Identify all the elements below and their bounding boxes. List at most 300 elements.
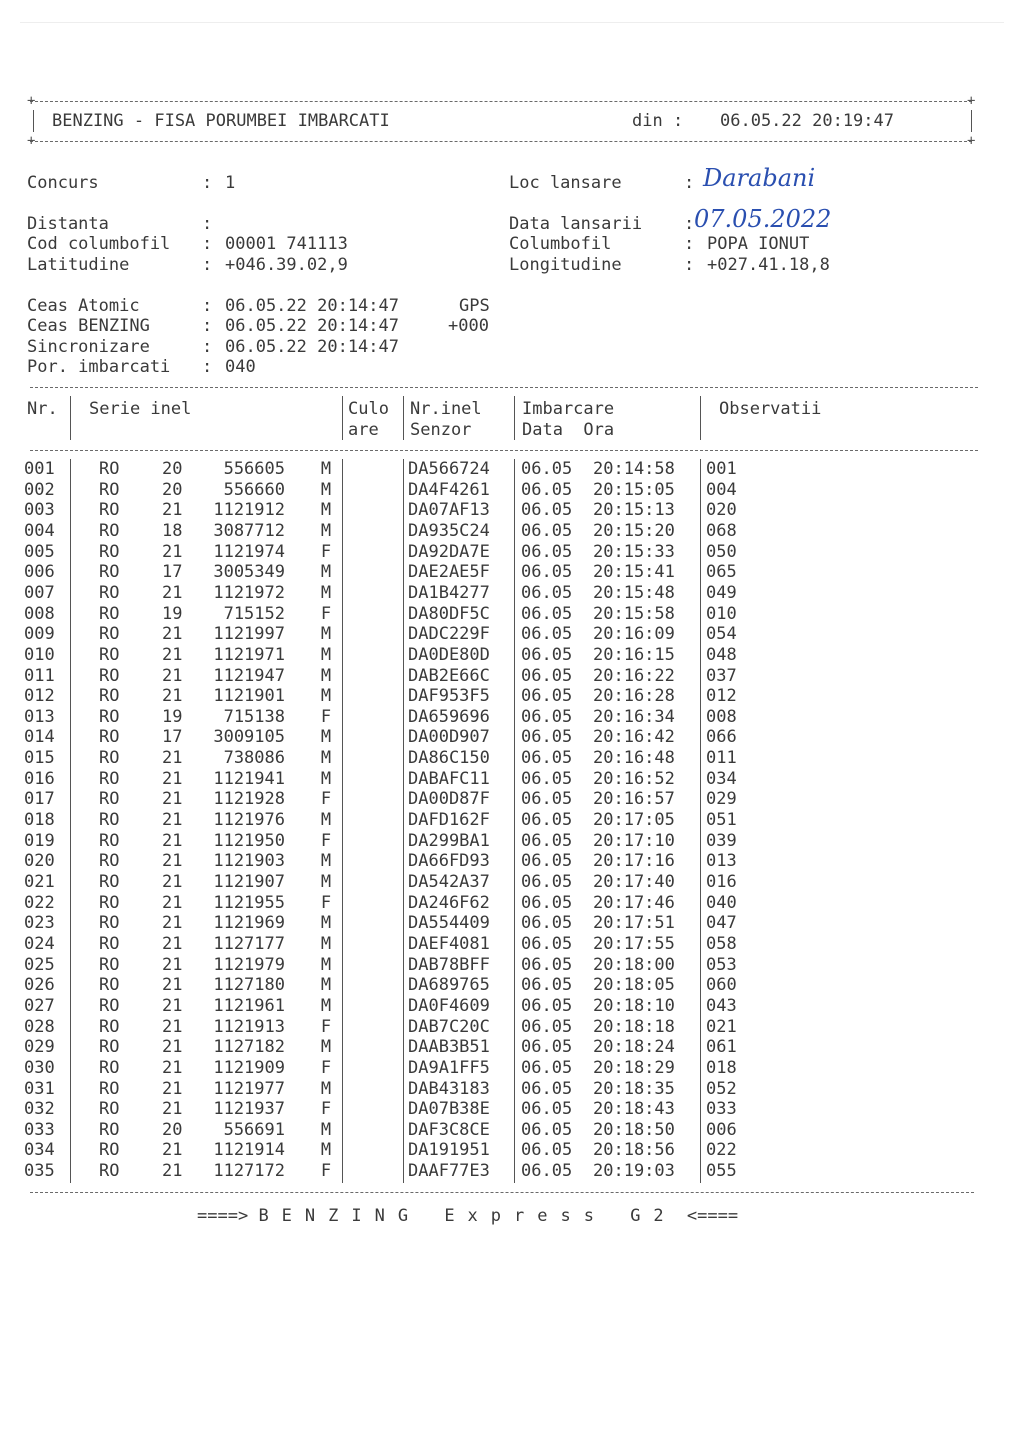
cell-sensor: DA86C150 <box>408 748 490 769</box>
cell-sex: F <box>320 1099 332 1120</box>
cod-columbofil-value: 00001 741113 <box>225 234 348 254</box>
cell-time: 20:16:28 <box>593 686 675 707</box>
table-row <box>0 893 1000 914</box>
col-sep <box>403 396 404 440</box>
cell-time: 20:15:58 <box>593 603 675 624</box>
distanta-label: Distanta <box>27 214 109 234</box>
table-row <box>0 480 1000 501</box>
cell-country: RO <box>99 1016 120 1037</box>
cell-time: 20:16:57 <box>593 789 675 810</box>
latitudine-label: Latitudine <box>27 255 130 275</box>
cell-sensor: DAF3C8CE <box>408 1119 490 1140</box>
cod-columbofil-label: Cod columbofil <box>27 234 171 254</box>
cell-year: 21 <box>162 624 183 645</box>
cell-country: RO <box>99 459 120 479</box>
cell-time: 20:15:33 <box>593 541 675 562</box>
table-row <box>0 666 1000 687</box>
cell-year: 18 <box>162 520 183 541</box>
cell-sex: M <box>320 975 332 996</box>
cell-year: 21 <box>162 975 183 996</box>
cell-sensor: DAB7C20C <box>408 1016 490 1037</box>
table-row <box>0 500 1000 521</box>
colon: : <box>684 214 695 234</box>
cell-time: 20:14:58 <box>593 459 675 479</box>
cell-country: RO <box>99 665 120 686</box>
cell-sensor: DA1B4277 <box>408 582 490 603</box>
col-sep <box>514 396 515 440</box>
cell-date: 06.05 <box>521 706 573 727</box>
cell-country: RO <box>99 892 120 913</box>
cell-country: RO <box>99 1140 120 1161</box>
table-row <box>0 624 1000 645</box>
cell-country: RO <box>99 995 120 1016</box>
cell-observatii: 054 <box>706 624 737 645</box>
table-top-rule <box>30 387 978 388</box>
cell-country: RO <box>99 1078 120 1099</box>
cell-date: 06.05 <box>521 810 573 831</box>
cell-ring: 1121950 <box>213 830 285 851</box>
cell-date: 06.05 <box>521 954 573 975</box>
cell-ring: 715152 <box>223 603 285 624</box>
cell-year: 21 <box>162 933 183 954</box>
colon: : <box>684 234 695 254</box>
cell-sensor: DA554409 <box>408 913 490 934</box>
cell-observatii: 021 <box>706 1016 737 1037</box>
cell-observatii: 065 <box>706 562 737 583</box>
corner-mark: + <box>27 133 36 149</box>
cell-nr: 017 <box>24 789 55 810</box>
cell-nr: 023 <box>24 913 55 934</box>
cell-sensor: DA80DF5C <box>408 603 490 624</box>
cell-country: RO <box>99 541 120 562</box>
cell-sex: F <box>320 706 332 727</box>
sincronizare-value: 06.05.22 20:14:47 <box>225 337 399 357</box>
cell-sensor: DA66FD93 <box>408 851 490 872</box>
table-row <box>0 645 1000 666</box>
table-row <box>0 604 1000 625</box>
colon: : <box>202 357 213 377</box>
cell-sex: M <box>320 520 332 541</box>
cell-ring: 3087712 <box>213 520 285 541</box>
por-imbarcati-value: 040 <box>225 357 256 377</box>
cell-year: 21 <box>162 851 183 872</box>
cell-sex: M <box>320 748 332 769</box>
cell-nr: 010 <box>24 644 55 665</box>
cell-country: RO <box>99 686 120 707</box>
cell-sex: F <box>320 1057 332 1078</box>
ceas-atomic-value: 06.05.22 20:14:47 <box>225 296 399 316</box>
cell-time: 20:18:10 <box>593 995 675 1016</box>
cell-sensor: DA566724 <box>408 459 490 479</box>
cell-sensor: DA935C24 <box>408 520 490 541</box>
table-row <box>0 872 1000 893</box>
cell-date: 06.05 <box>521 789 573 810</box>
table-row <box>0 707 1000 728</box>
cell-ring: 3005349 <box>213 562 285 583</box>
cell-country: RO <box>99 830 120 851</box>
por-imbarcati-label: Por. imbarcati <box>27 357 171 377</box>
cell-date: 06.05 <box>521 686 573 707</box>
cell-sex: M <box>320 810 332 831</box>
cell-sex: F <box>320 1161 332 1182</box>
cell-ring: 1127182 <box>213 1037 285 1058</box>
cell-nr: 011 <box>24 665 55 686</box>
cell-date: 06.05 <box>521 582 573 603</box>
header-imbarcare: Imbarcare <box>522 399 615 419</box>
colon: : <box>684 173 695 193</box>
din-label: din : <box>632 111 684 131</box>
cell-nr: 021 <box>24 872 55 892</box>
cell-country: RO <box>99 727 120 748</box>
cell-time: 20:18:29 <box>593 1057 675 1078</box>
cell-observatii: 058 <box>706 933 737 954</box>
cell-nr: 004 <box>24 520 55 541</box>
cell-nr: 032 <box>24 1099 55 1120</box>
cell-ring: 1121913 <box>213 1016 285 1037</box>
cell-nr: 008 <box>24 603 55 624</box>
cell-time: 20:18:24 <box>593 1037 675 1058</box>
cell-ring: 1127172 <box>213 1161 285 1182</box>
cell-ring: 1127180 <box>213 975 285 996</box>
cell-date: 06.05 <box>521 748 573 769</box>
cell-sensor: DAB43183 <box>408 1078 490 1099</box>
cell-time: 20:19:03 <box>593 1161 675 1182</box>
header-nr-inel: Nr.inel <box>410 399 482 419</box>
cell-year: 21 <box>162 1057 183 1078</box>
table-row <box>0 748 1000 769</box>
cell-ring: 1121976 <box>213 810 285 831</box>
cell-observatii: 020 <box>706 500 737 521</box>
cell-observatii: 006 <box>706 1119 737 1140</box>
table-row <box>0 459 1000 480</box>
cell-date: 06.05 <box>521 1016 573 1037</box>
concurs-value: 1 <box>225 173 236 193</box>
cell-sensor: DA0DE80D <box>408 644 490 665</box>
cell-observatii: 048 <box>706 644 737 665</box>
cell-observatii: 052 <box>706 1078 737 1099</box>
cell-time: 20:16:22 <box>593 665 675 686</box>
cell-nr: 006 <box>24 562 55 583</box>
cell-year: 17 <box>162 727 183 748</box>
cell-date: 06.05 <box>521 500 573 521</box>
columbofil-label: Columbofil <box>509 234 612 254</box>
cell-country: RO <box>99 644 120 665</box>
table-header-rule <box>30 450 978 451</box>
cell-country: RO <box>99 913 120 934</box>
cell-time: 20:16:34 <box>593 706 675 727</box>
colon: : <box>202 337 213 357</box>
cell-sensor: DA9A1FF5 <box>408 1057 490 1078</box>
cell-nr: 025 <box>24 954 55 975</box>
table-row <box>0 996 1000 1017</box>
cell-date: 06.05 <box>521 1057 573 1078</box>
cell-ring: 1121909 <box>213 1057 285 1078</box>
cell-ring: 556660 <box>223 479 285 500</box>
cell-date: 06.05 <box>521 1099 573 1120</box>
cell-observatii: 018 <box>706 1057 737 1078</box>
cell-nr: 009 <box>24 624 55 645</box>
cell-country: RO <box>99 975 120 996</box>
colon: : <box>202 234 213 254</box>
cell-ring: 1121907 <box>213 872 285 892</box>
cell-date: 06.05 <box>521 520 573 541</box>
cell-year: 21 <box>162 1078 183 1099</box>
cell-ring: 1121901 <box>213 686 285 707</box>
cell-date: 06.05 <box>521 603 573 624</box>
cell-sensor: DAB78BFF <box>408 954 490 975</box>
footer-left-arrow: ====> <box>197 1206 249 1226</box>
table-row <box>0 583 1000 604</box>
cell-nr: 027 <box>24 995 55 1016</box>
page-edge <box>20 22 1004 23</box>
header-data-ora: Data Ora <box>522 420 615 440</box>
cell-year: 21 <box>162 954 183 975</box>
cell-time: 20:18:35 <box>593 1078 675 1099</box>
cell-date: 06.05 <box>521 872 573 892</box>
cell-nr: 020 <box>24 851 55 872</box>
colon: : <box>202 255 213 275</box>
cell-time: 20:17:46 <box>593 892 675 913</box>
cell-sex: M <box>320 644 332 665</box>
col-sep <box>70 396 71 440</box>
table-row <box>0 975 1000 996</box>
cell-sensor: DA4F4261 <box>408 479 490 500</box>
cell-year: 21 <box>162 892 183 913</box>
header-timestamp: 06.05.22 20:19:47 <box>720 111 894 131</box>
cell-time: 20:18:18 <box>593 1016 675 1037</box>
cell-observatii: 034 <box>706 768 737 789</box>
cell-sex: M <box>320 1037 332 1058</box>
cell-country: RO <box>99 500 120 521</box>
cell-date: 06.05 <box>521 624 573 645</box>
header-culoare-2: are <box>348 420 379 440</box>
cell-nr: 033 <box>24 1119 55 1140</box>
cell-observatii: 033 <box>706 1099 737 1120</box>
table-row <box>0 1099 1000 1120</box>
cell-ring: 1121928 <box>213 789 285 810</box>
table-row <box>0 913 1000 934</box>
cell-date: 06.05 <box>521 562 573 583</box>
cell-year: 21 <box>162 500 183 521</box>
cell-time: 20:17:51 <box>593 913 675 934</box>
header-right-border <box>971 110 972 132</box>
cell-country: RO <box>99 603 120 624</box>
header-culoare-1: Culo <box>348 399 389 419</box>
cell-country: RO <box>99 479 120 500</box>
cell-time: 20:18:05 <box>593 975 675 996</box>
cell-ring: 1121903 <box>213 851 285 872</box>
cell-sensor: DABAFC11 <box>408 768 490 789</box>
table-row <box>0 686 1000 707</box>
cell-year: 19 <box>162 706 183 727</box>
cell-year: 21 <box>162 1099 183 1120</box>
footer-banner <box>197 1206 738 1226</box>
cell-ring: 1121947 <box>213 665 285 686</box>
cell-sensor: DA659696 <box>408 706 490 727</box>
cell-sex: M <box>320 933 332 954</box>
cell-ring: 1121937 <box>213 1099 285 1120</box>
header-left-border <box>33 110 34 132</box>
cell-observatii: 043 <box>706 995 737 1016</box>
cell-country: RO <box>99 851 120 872</box>
cell-time: 20:17:55 <box>593 933 675 954</box>
cell-ring: 1127177 <box>213 933 285 954</box>
cell-nr: 003 <box>24 500 55 521</box>
cell-ring: 715138 <box>223 706 285 727</box>
cell-nr: 018 <box>24 810 55 831</box>
cell-date: 06.05 <box>521 644 573 665</box>
cell-year: 21 <box>162 789 183 810</box>
cell-sex: M <box>320 768 332 789</box>
cell-ring: 556605 <box>223 459 285 479</box>
cell-time: 20:16:15 <box>593 644 675 665</box>
cell-country: RO <box>99 520 120 541</box>
cell-observatii: 068 <box>706 520 737 541</box>
colon: : <box>684 255 695 275</box>
cell-ring: 3009105 <box>213 727 285 748</box>
header-serie-inel: Serie inel <box>89 399 192 419</box>
loc-lansare-handwritten: Darabani <box>703 164 816 192</box>
cell-ring: 556691 <box>223 1119 285 1140</box>
cell-date: 06.05 <box>521 665 573 686</box>
cell-country: RO <box>99 582 120 603</box>
cell-time: 20:17:16 <box>593 851 675 872</box>
header-senzor: Senzor <box>410 420 472 440</box>
cell-nr: 019 <box>24 830 55 851</box>
cell-date: 06.05 <box>521 1161 573 1182</box>
table-row <box>0 1017 1000 1038</box>
table-row <box>0 789 1000 810</box>
cell-year: 21 <box>162 644 183 665</box>
cell-observatii: 039 <box>706 830 737 851</box>
cell-sensor: DA191951 <box>408 1140 490 1161</box>
cell-nr: 012 <box>24 686 55 707</box>
cell-ring: 1121912 <box>213 500 285 521</box>
cell-sensor: DA92DA7E <box>408 541 490 562</box>
table-row <box>0 521 1000 542</box>
table-row <box>0 831 1000 852</box>
cell-observatii: 022 <box>706 1140 737 1161</box>
cell-year: 21 <box>162 665 183 686</box>
cell-year: 21 <box>162 995 183 1016</box>
cell-country: RO <box>99 1099 120 1120</box>
cell-sex: M <box>320 851 332 872</box>
cell-sensor: DA00D907 <box>408 727 490 748</box>
cell-ring: 1121974 <box>213 541 285 562</box>
ceas-atomic-suffix: GPS <box>459 296 490 316</box>
header-top-rule <box>30 101 972 102</box>
cell-time: 20:17:40 <box>593 872 675 892</box>
cell-nr: 007 <box>24 582 55 603</box>
cell-country: RO <box>99 562 120 583</box>
cell-ring: 1121955 <box>213 892 285 913</box>
cell-country: RO <box>99 810 120 831</box>
cell-sensor: DAFD162F <box>408 810 490 831</box>
cell-time: 20:17:05 <box>593 810 675 831</box>
table-row <box>0 1058 1000 1079</box>
table-row <box>0 562 1000 583</box>
cell-ring: 1121961 <box>213 995 285 1016</box>
cell-year: 21 <box>162 541 183 562</box>
cell-date: 06.05 <box>521 892 573 913</box>
cell-observatii: 029 <box>706 789 737 810</box>
ceas-atomic-label: Ceas Atomic <box>27 296 140 316</box>
columbofil-value: POPA IONUT <box>707 234 810 254</box>
cell-nr: 031 <box>24 1078 55 1099</box>
cell-sex: M <box>320 1078 332 1099</box>
cell-sex: M <box>320 624 332 645</box>
cell-country: RO <box>99 789 120 810</box>
cell-nr: 029 <box>24 1037 55 1058</box>
colon: : <box>202 316 213 336</box>
cell-observatii: 016 <box>706 872 737 892</box>
cell-observatii: 060 <box>706 975 737 996</box>
cell-year: 21 <box>162 810 183 831</box>
footer-right-arrow: <==== <box>686 1206 739 1226</box>
cell-country: RO <box>99 954 120 975</box>
cell-date: 06.05 <box>521 768 573 789</box>
cell-year: 19 <box>162 603 183 624</box>
cell-observatii: 066 <box>706 727 737 748</box>
header-bottom-rule <box>30 141 972 142</box>
cell-observatii: 012 <box>706 686 737 707</box>
cell-time: 20:15:05 <box>593 479 675 500</box>
cell-country: RO <box>99 872 120 892</box>
cell-year: 21 <box>162 1161 183 1182</box>
cell-observatii: 040 <box>706 892 737 913</box>
cell-ring: 1121914 <box>213 1140 285 1161</box>
table-row <box>0 1037 1000 1058</box>
cell-year: 21 <box>162 686 183 707</box>
cell-observatii: 001 <box>706 459 737 479</box>
cell-observatii: 037 <box>706 665 737 686</box>
cell-time: 20:15:41 <box>593 562 675 583</box>
cell-observatii: 013 <box>706 851 737 872</box>
table-row <box>0 1161 1000 1182</box>
cell-date: 06.05 <box>521 851 573 872</box>
ceas-benzing-suffix: +000 <box>448 316 489 336</box>
cell-sex: M <box>320 479 332 500</box>
cell-sex: M <box>320 582 332 603</box>
cell-sex: M <box>320 562 332 583</box>
cell-sensor: DAF953F5 <box>408 686 490 707</box>
cell-time: 20:16:09 <box>593 624 675 645</box>
data-lansarii-label: Data lansarii <box>509 214 643 234</box>
cell-year: 21 <box>162 748 183 769</box>
cell-ring: 1121969 <box>213 913 285 934</box>
cell-country: RO <box>99 1057 120 1078</box>
cell-nr: 005 <box>24 541 55 562</box>
cell-sex: M <box>320 686 332 707</box>
cell-time: 20:15:20 <box>593 520 675 541</box>
cell-observatii: 061 <box>706 1037 737 1058</box>
cell-date: 06.05 <box>521 913 573 934</box>
cell-sensor: DAAF77E3 <box>408 1161 490 1182</box>
table-row <box>0 727 1000 748</box>
cell-ring: 1121971 <box>213 644 285 665</box>
cell-sex: F <box>320 892 332 913</box>
table-row <box>0 955 1000 976</box>
cell-nr: 028 <box>24 1016 55 1037</box>
cell-sensor: DAB2E66C <box>408 665 490 686</box>
cell-country: RO <box>99 933 120 954</box>
longitudine-value: +027.41.18,8 <box>707 255 830 275</box>
table-row <box>0 934 1000 955</box>
longitudine-label: Longitudine <box>509 255 622 275</box>
cell-date: 06.05 <box>521 727 573 748</box>
cell-year: 21 <box>162 1016 183 1037</box>
loc-lansare-label: Loc lansare <box>509 173 622 193</box>
